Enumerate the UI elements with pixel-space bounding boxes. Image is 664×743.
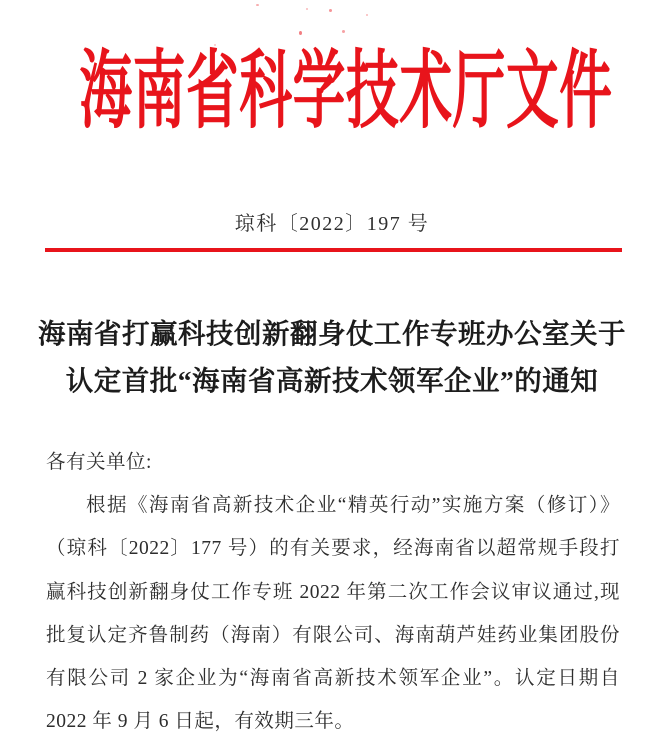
document-title-line-1: 海南省打赢科技创新翻身仗工作专班办公室关于 (38, 318, 626, 349)
body-line: 根据《海南省高新技术企业“精英行动”实施方案（修订）》 (86, 495, 620, 517)
scan-speckle (342, 30, 345, 33)
body-line: 批复认定齐鲁制药（海南）有限公司、海南葫芦娃药业集团股份 (46, 624, 620, 646)
agency-red-header (28, 45, 664, 139)
red-divider-line (45, 248, 622, 252)
body-line: 赢科技创新翻身仗工作专班 2022 年第二次工作会议审议通过,现 (46, 581, 620, 603)
salutation: 各有关单位: (46, 452, 152, 473)
document-reference-number: 琼科〔2022〕197 号 (234, 213, 430, 235)
document-title-line-2: 认定首批“海南省高新技术领军企业”的通知 (65, 365, 599, 396)
scan-speckle (366, 14, 368, 16)
scan-speckle (329, 9, 332, 12)
document-body (46, 441, 620, 743)
scan-speckle (306, 8, 308, 10)
body-line: （琼科〔2022〕177 号）的有关要求，经海南省以超常规手段打 (46, 538, 620, 560)
agency-red-header-text: 海南省科学技术厅文件 (79, 45, 613, 139)
body-line: 有限公司 2 家企业为“海南省高新技术领军企业”。认定日期自 (46, 667, 620, 689)
scan-speckle (299, 31, 302, 35)
document-title (0, 310, 664, 404)
body-line: 2022 年 9 月 6 日起，有效期三年。 (46, 711, 355, 733)
scan-speckle (256, 4, 259, 6)
